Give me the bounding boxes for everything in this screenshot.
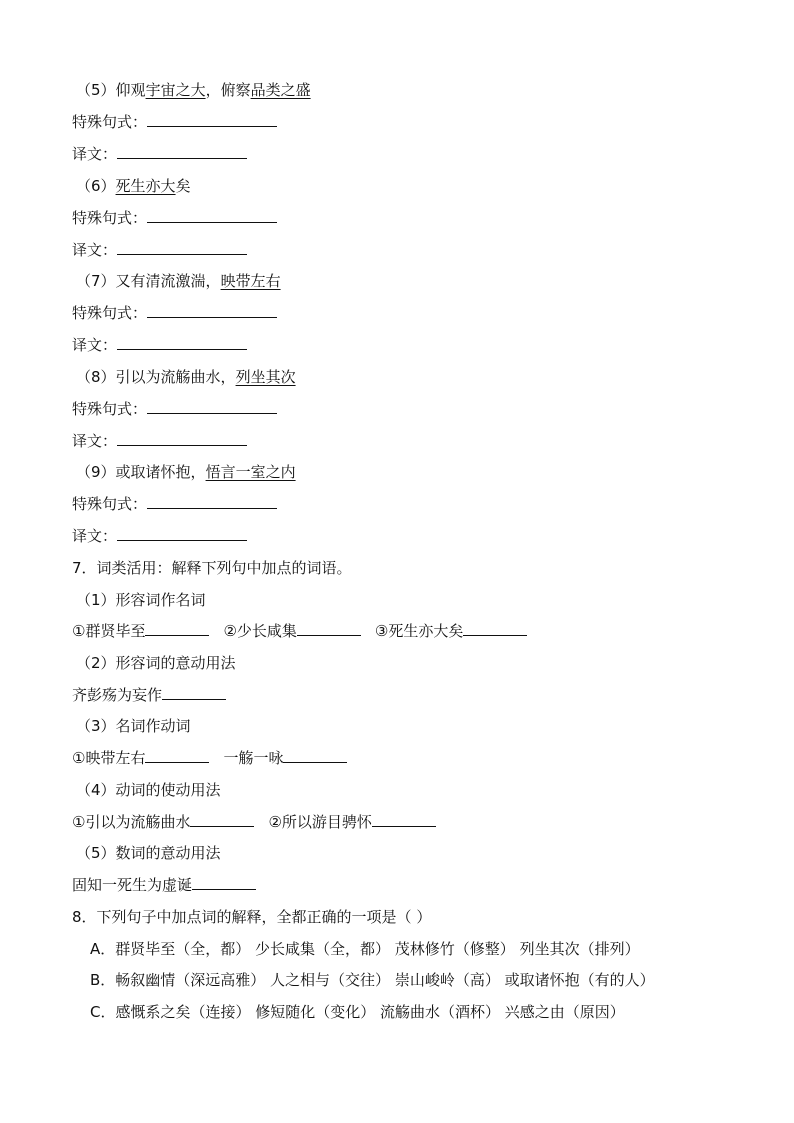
answer-blank[interactable]	[297, 621, 361, 636]
option-c[interactable]: C．感慨系之矣（连接） 修短随化（变化） 流觞曲水（酒杯） 兴感之由（原因）	[90, 1003, 625, 1021]
answer-blank[interactable]	[145, 748, 209, 763]
phrase: ①群贤毕至	[72, 622, 146, 640]
phrase: 齐彭殇为妄作	[72, 686, 163, 704]
question-8-title: 8．下列句子中加点词的解释，全都正确的一项是（ ）	[72, 908, 432, 926]
q6-item-9	[76, 462, 296, 482]
q7-section-5-title: （5）数词的意动用法	[76, 844, 221, 862]
q6-item-6	[76, 176, 191, 196]
q7-section-4-title: （4）动词的使动用法	[76, 781, 221, 799]
item-text: 引以为流觞曲水，	[115, 368, 236, 386]
underlined-phrase: 列坐其次	[235, 368, 296, 386]
answer-blank[interactable]	[117, 431, 247, 446]
item-number: （9）	[76, 463, 116, 481]
sentence-pattern-label: 特殊句式：	[72, 495, 148, 513]
phrase: 固知一死生为虚诞	[72, 876, 193, 894]
translation-line	[72, 240, 247, 260]
sentence-pattern-line	[72, 208, 277, 228]
translation-line	[72, 144, 247, 164]
answer-blank[interactable]	[463, 621, 527, 636]
underlined-phrase: 品类之盛	[250, 81, 311, 99]
option-b[interactable]: B．畅叙幽情（深远高雅） 人之相与（交往） 崇山峻岭（高） 或取诸怀抱（有的人）	[90, 971, 655, 989]
sentence-pattern-line	[72, 112, 277, 132]
answer-blank[interactable]	[117, 144, 247, 159]
sentence-pattern-label: 特殊句式：	[72, 113, 148, 131]
sentence-pattern-label: 特殊句式：	[72, 304, 148, 322]
translation-label: 译文：	[72, 145, 118, 163]
phrase: ①引以为流觞曲水	[72, 813, 191, 831]
q6-item-7	[76, 271, 281, 291]
sentence-pattern-line	[72, 303, 277, 323]
q7-section-1-items	[72, 621, 527, 641]
q7-section-2-items	[72, 685, 226, 705]
item-text: ，俯察	[205, 81, 251, 99]
underlined-phrase: 悟言一室之内	[205, 463, 296, 481]
translation-label: 译文：	[72, 241, 118, 259]
phrase: 一觞一咏	[223, 749, 284, 767]
q7-section-2-title: （2）形容词的意动用法	[76, 654, 236, 672]
answer-blank[interactable]	[192, 875, 256, 890]
sentence-pattern-label: 特殊句式：	[72, 400, 148, 418]
answer-blank[interactable]	[147, 399, 277, 414]
item-number: （7）	[76, 272, 116, 290]
q7-section-1-title: （1）形容词作名词	[76, 591, 206, 609]
underlined-phrase: 死生亦大	[115, 177, 176, 195]
answer-blank[interactable]	[190, 812, 254, 827]
answer-blank[interactable]	[117, 240, 247, 255]
item-text: 又有清流激湍，	[115, 272, 221, 290]
answer-blank[interactable]	[117, 526, 247, 541]
item-number: （6）	[76, 177, 116, 195]
answer-blank[interactable]	[147, 303, 277, 318]
question-7-title: 7．词类活用：解释下列句中加点的词语。	[72, 559, 352, 577]
item-text: 仰观	[115, 81, 146, 99]
translation-line	[72, 526, 247, 546]
translation-label: 译文：	[72, 432, 118, 450]
phrase: ②所以游目骋怀	[268, 813, 372, 831]
sentence-pattern-line	[72, 494, 277, 514]
answer-blank[interactable]	[162, 685, 226, 700]
item-text: 或取诸怀抱，	[115, 463, 206, 481]
phrase: ①映带左右	[72, 749, 146, 767]
answer-blank[interactable]	[147, 112, 277, 127]
item-number: （5）	[76, 81, 116, 99]
translation-line	[72, 335, 247, 355]
answer-blank[interactable]	[117, 335, 247, 350]
answer-blank[interactable]	[283, 748, 347, 763]
answer-blank[interactable]	[147, 208, 277, 223]
q7-section-5-items	[72, 875, 256, 895]
translation-label: 译文：	[72, 527, 118, 545]
q7-section-3-items	[72, 748, 347, 768]
sentence-pattern-label: 特殊句式：	[72, 209, 148, 227]
sentence-pattern-line	[72, 399, 277, 419]
phrase: ③死生亦大矣	[374, 622, 464, 640]
answer-blank[interactable]	[372, 812, 436, 827]
item-number: （8）	[76, 368, 116, 386]
q6-item-8	[76, 367, 296, 387]
q7-section-4-items	[72, 812, 436, 832]
q7-section-3-title: （3）名词作动词	[76, 717, 191, 735]
underlined-phrase: 映带左右	[220, 272, 281, 290]
answer-blank[interactable]	[145, 621, 209, 636]
translation-line	[72, 431, 247, 451]
underlined-phrase: 宇宙之大	[145, 81, 206, 99]
item-text: 矣	[175, 177, 191, 195]
option-a[interactable]: A．群贤毕至（全，都） 少长咸集（全，都） 茂林修竹（修整） 列坐其次（排列）	[90, 940, 640, 958]
q6-item-5	[76, 80, 311, 100]
translation-label: 译文：	[72, 336, 118, 354]
phrase: ②少长咸集	[223, 622, 297, 640]
answer-blank[interactable]	[147, 494, 277, 509]
